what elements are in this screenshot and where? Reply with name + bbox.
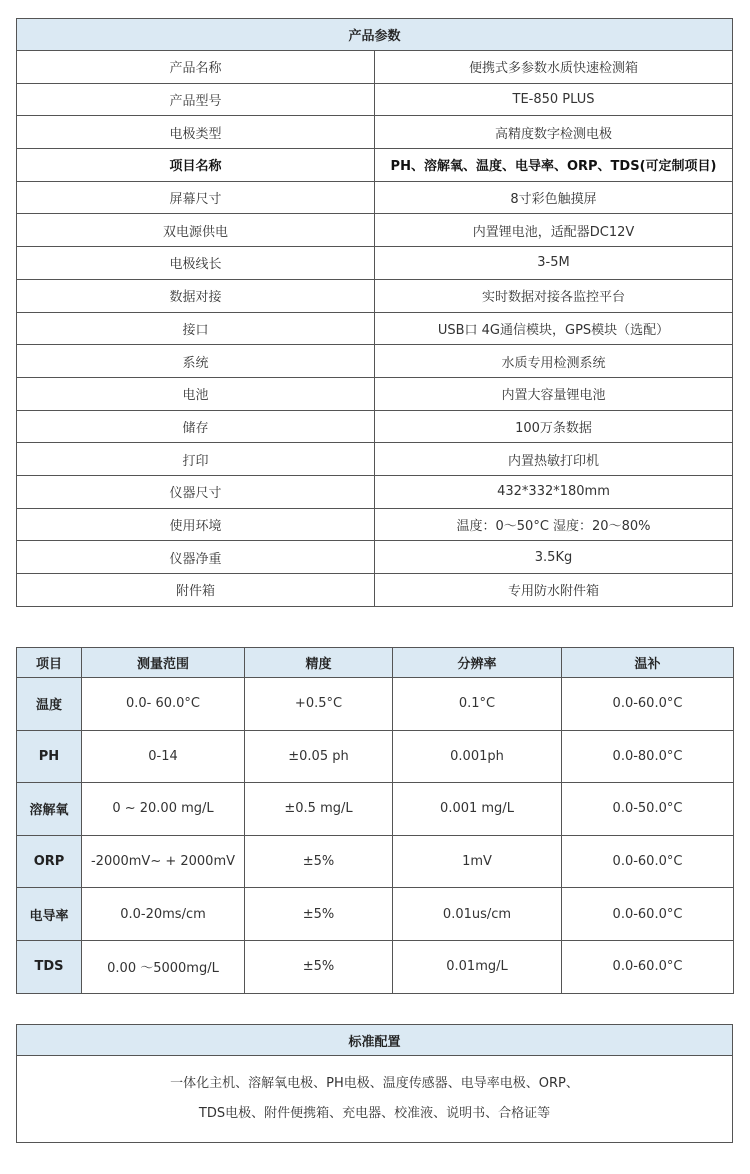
params-row [17, 574, 733, 607]
measure-row [17, 730, 734, 783]
params-row [17, 149, 733, 182]
params-row [17, 508, 733, 541]
measure-cell: 0.001ph [393, 730, 562, 783]
measure-cell: 1mV [393, 835, 562, 888]
param-value: 温度：0～50°C 湿度：20～80% [375, 508, 733, 541]
measure-cell: 0.0-60.0°C [562, 940, 734, 993]
param-label: 系统 [17, 345, 375, 378]
measure-cell: 0.001 mg/L [393, 783, 562, 836]
param-label: 打印 [17, 443, 375, 476]
param-value: PH、溶解氧、温度、电导率、ORP、TDS(可定制项目) [375, 149, 733, 182]
measure-cell: 0.1°C [393, 678, 562, 731]
param-label: 双电源供电 [17, 214, 375, 247]
config-line-1: 一体化主机、溶解氧电极、PH电极、温度传感器、电导率电极、ORP、 [170, 1076, 579, 1091]
measure-cell: 0.0-80.0°C [562, 730, 734, 783]
param-label: 数据对接 [17, 279, 375, 312]
measure-cell: ±0.5 mg/L [245, 783, 393, 836]
params-row [17, 83, 733, 116]
product-params-table [16, 18, 733, 607]
param-value: 实时数据对接各监控平台 [375, 279, 733, 312]
param-label: 储存 [17, 410, 375, 443]
params-row [17, 279, 733, 312]
measure-row [17, 678, 734, 731]
measure-item-name: 温度 [17, 678, 82, 731]
param-label: 附件箱 [17, 574, 375, 607]
params-row [17, 116, 733, 149]
measure-cell: 0.00 ～5000mg/L [82, 940, 245, 993]
measure-cell: ±5% [245, 888, 393, 941]
measure-cell: ±5% [245, 835, 393, 888]
params-row [17, 214, 733, 247]
measure-cell: 0.0- 60.0°C [82, 678, 245, 731]
param-value: 3.5Kg [375, 541, 733, 574]
measure-header-cell: 温补 [562, 648, 734, 678]
params-row [17, 443, 733, 476]
measure-cell: 0.01mg/L [393, 940, 562, 993]
param-label: 接口 [17, 312, 375, 345]
params-title: 产品参数 [17, 19, 733, 51]
measure-row [17, 940, 734, 993]
params-row [17, 475, 733, 508]
measure-row [17, 888, 734, 941]
measure-row [17, 835, 734, 888]
param-label: 电极类型 [17, 116, 375, 149]
param-label: 电池 [17, 377, 375, 410]
measure-cell: 0.0-20ms/cm [82, 888, 245, 941]
measure-cell: 0.0-50.0°C [562, 783, 734, 836]
params-row [17, 181, 733, 214]
measure-cell: 0-14 [82, 730, 245, 783]
config-line-2: TDS电极、附件便携箱、充电器、校准液、说明书、合格证等 [198, 1106, 551, 1121]
param-value: 内置锂电池，适配器DC12V [375, 214, 733, 247]
measure-cell: +0.5°C [245, 678, 393, 731]
param-label: 屏幕尺寸 [17, 181, 375, 214]
measure-header-cell: 精度 [245, 648, 393, 678]
param-value: 专用防水附件箱 [375, 574, 733, 607]
measure-header-cell: 测量范围 [82, 648, 245, 678]
param-value: 100万条数据 [375, 410, 733, 443]
param-value: 内置大容量锂电池 [375, 377, 733, 410]
params-row [17, 51, 733, 84]
measure-item-name: TDS [17, 940, 82, 993]
param-label: 产品型号 [17, 83, 375, 116]
param-value: TE-850 PLUS [375, 83, 733, 116]
measure-cell: ±0.05 ph [245, 730, 393, 783]
measure-cell: 0.0-60.0°C [562, 888, 734, 941]
params-row [17, 312, 733, 345]
measure-item-name: PH [17, 730, 82, 783]
standard-config-table [16, 1024, 733, 1143]
param-label: 产品名称 [17, 51, 375, 84]
params-row [17, 377, 733, 410]
config-contents [17, 1056, 733, 1143]
param-value: 3-5M [375, 247, 733, 280]
config-title: 标准配置 [17, 1025, 733, 1056]
param-label: 使用环境 [17, 508, 375, 541]
measure-cell: -2000mV~ + 2000mV [82, 835, 245, 888]
params-row [17, 410, 733, 443]
measure-item-name: 电导率 [17, 888, 82, 941]
measure-cell: 0.0-60.0°C [562, 678, 734, 731]
param-value: 内置热敏打印机 [375, 443, 733, 476]
param-value: 432*332*180mm [375, 475, 733, 508]
param-label: 项目名称 [17, 149, 375, 182]
params-row [17, 541, 733, 574]
param-value: 便携式多参数水质快速检测箱 [375, 51, 733, 84]
measure-header-cell: 项目 [17, 648, 82, 678]
measure-header-cell: 分辨率 [393, 648, 562, 678]
measure-cell: 0.0-60.0°C [562, 835, 734, 888]
measure-cell: ±5% [245, 940, 393, 993]
measure-cell: 0 ~ 20.00 mg/L [82, 783, 245, 836]
measurement-spec-table [16, 647, 734, 994]
param-value: 8寸彩色触摸屏 [375, 181, 733, 214]
measure-item-name: ORP [17, 835, 82, 888]
measure-item-name: 溶解氧 [17, 783, 82, 836]
param-value: USB口 4G通信模块，GPS模块（选配） [375, 312, 733, 345]
param-label: 电极线长 [17, 247, 375, 280]
param-value: 水质专用检测系统 [375, 345, 733, 378]
params-row [17, 345, 733, 378]
measure-cell: 0.01us/cm [393, 888, 562, 941]
param-value: 高精度数字检测电极 [375, 116, 733, 149]
measure-row [17, 783, 734, 836]
param-label: 仪器净重 [17, 541, 375, 574]
params-row [17, 247, 733, 280]
param-label: 仪器尺寸 [17, 475, 375, 508]
